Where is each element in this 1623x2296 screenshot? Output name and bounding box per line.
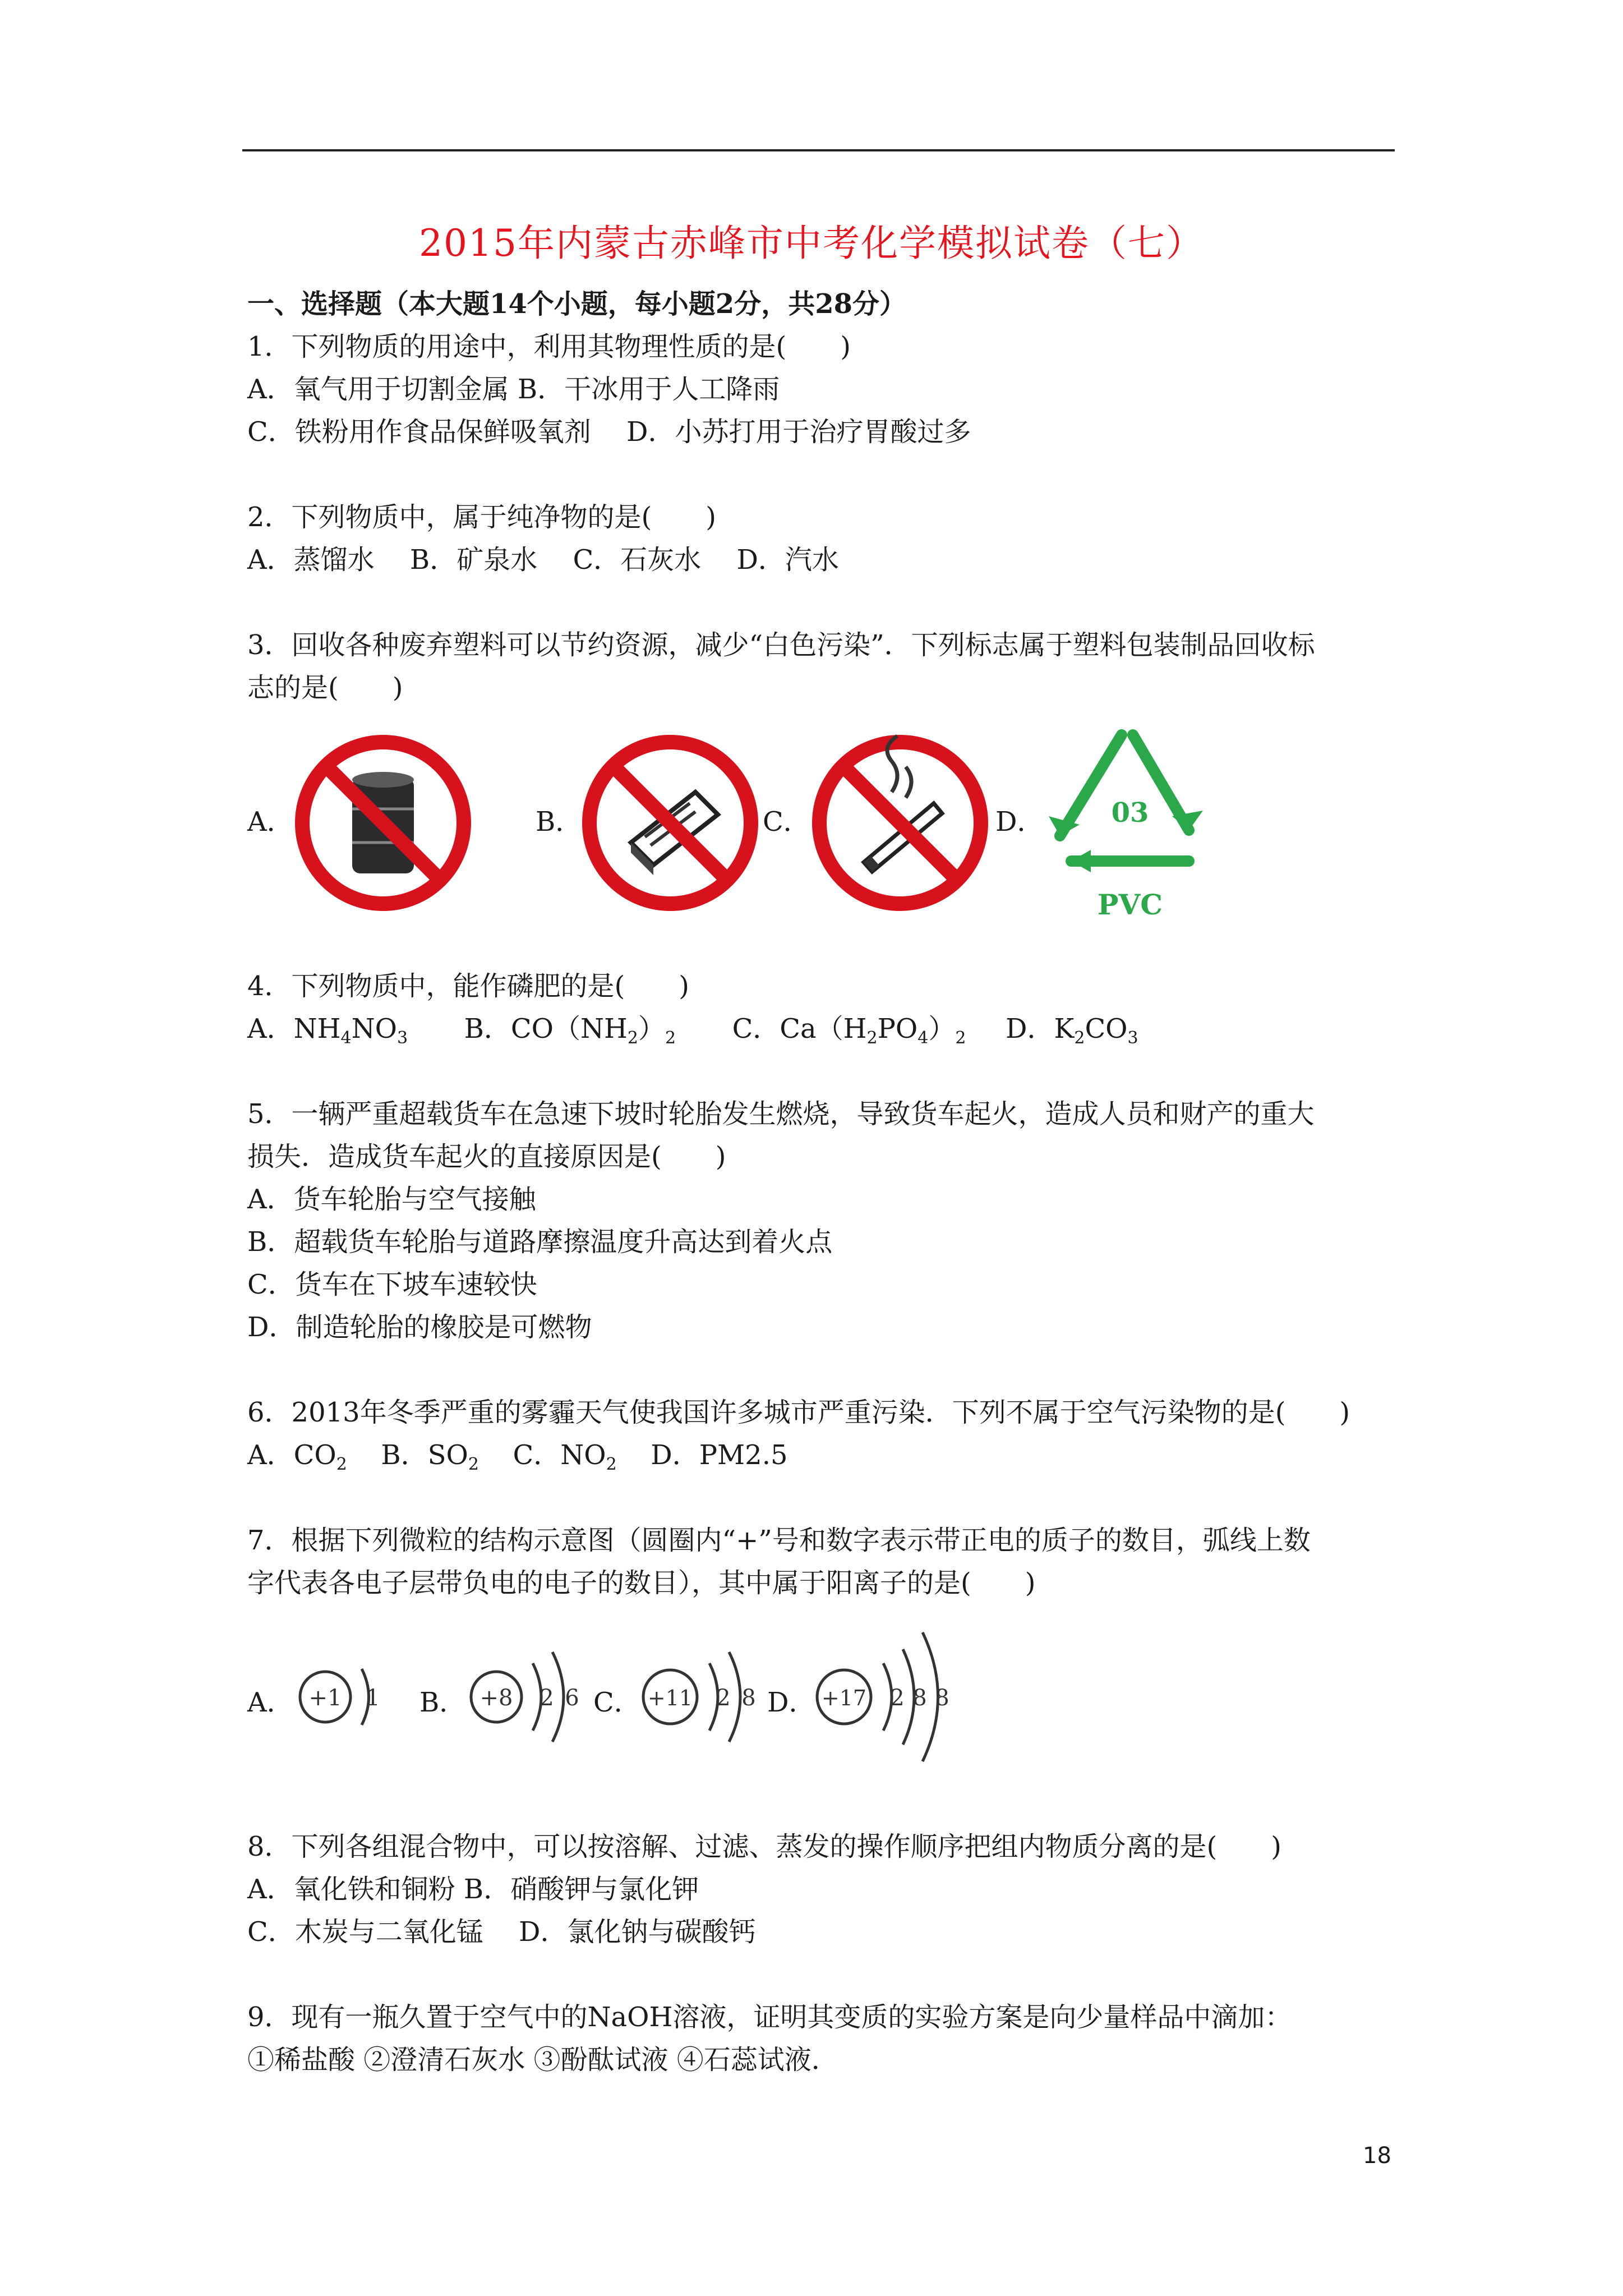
q9-options: ①稀盐酸 ②澄清石灰水 ③酚酞试液 ④石蕊试液． <box>247 2044 838 2076</box>
atom-diagram-c <box>634 1644 768 1750</box>
q6-option-a: A．$CO_2$ <box>247 1439 347 1474</box>
svg-text:+1: +1 <box>308 1685 342 1711</box>
q5-option-d: D．制造轮胎的橡胶是可燃物 <box>247 1312 592 1343</box>
svg-text:+8: +8 <box>479 1685 513 1711</box>
svg-text:6: 6 <box>565 1685 579 1711</box>
q6-option-c: C．$NO_2$ <box>513 1439 617 1474</box>
q9-stem: 9．现有一瓶久置于空气中的NaOH溶液，证明其变质的实验方案是向少量样品中滴加： <box>247 2001 1292 2033</box>
svg-text:+17: +17 <box>821 1686 867 1710</box>
svg-text:8: 8 <box>912 1685 927 1711</box>
q5-option-b: B．超载货车轮胎与道路摩擦温度升高达到着火点 <box>247 1226 833 1258</box>
no-smoking-icon <box>808 730 993 915</box>
q4-stem: 4．下列物质中，能作磷肥的是( ) <box>247 970 689 1002</box>
svg-text:2: 2 <box>716 1685 731 1711</box>
no-matches-icon <box>578 730 763 915</box>
recycle-pvc-icon <box>1038 718 1223 931</box>
q1-options-ab: A．氧气用于切割金属 B．干冰用于人工降雨 <box>247 374 780 405</box>
q6-option-b: B．$SO_2$ <box>381 1439 479 1474</box>
q5-stem-line1: 5．一辆严重超载货车在急速下坡时轮胎发生燃烧，导致货车起火，造成人员和财产的重大 <box>247 1098 1315 1130</box>
q3-stem-line1: 3．回收各种废弃塑料可以节约资源，减少“白色污染”．下列标志属于塑料包装制品回收标 <box>247 629 1315 661</box>
atom-diagram-a <box>292 1655 393 1739</box>
q7-label-b: B． <box>419 1687 467 1718</box>
svg-text:8: 8 <box>935 1685 949 1711</box>
recycle-material-label: PVC <box>1097 888 1163 921</box>
q8-options-ab: A．氧化铁和铜粉 B．硝酸钾与氯化钾 <box>247 1874 699 1905</box>
q4-option-d: D．$K_2CO_3$ <box>1005 1013 1138 1048</box>
q6-option-d: D．PM2.5 <box>651 1439 788 1471</box>
svg-text:+11: +11 <box>647 1686 693 1710</box>
section-heading: 一、选择题（本大题14个小题，每小题2分，共28分） <box>247 288 906 320</box>
q5-option-a: A．货车轮胎与空气接触 <box>247 1184 536 1215</box>
q1-stem: 1．下列物质的用途中，利用其物理性质的是( ) <box>247 331 851 362</box>
q8-stem: 8．下列各组混合物中，可以按溶解、过滤、蒸发的操作顺序把组内物质分离的是( ) <box>247 1831 1281 1862</box>
atom-diagram-b <box>460 1644 594 1750</box>
q4-option-c: C．$Ca(H_2PO_4)_2$ <box>732 1013 966 1048</box>
q3-stem-line2: 志的是( ) <box>247 672 403 703</box>
q3-label-d: D． <box>995 806 1044 838</box>
page-number: 18 <box>1363 2143 1391 2169</box>
q4-options <box>247 1012 1138 1055</box>
no-oil-drum-icon <box>291 730 476 915</box>
header-rule <box>242 149 1395 151</box>
q7-label-c: C． <box>593 1687 641 1718</box>
q3-label-c: C． <box>763 806 810 838</box>
q4-option-a: A．$NH_4NO_3$ <box>247 1013 408 1048</box>
q7-label-d: D． <box>767 1687 816 1718</box>
svg-text:2: 2 <box>540 1685 554 1711</box>
q7-stem-line2: 字代表各电子层带负电的电子的数目），其中属于阳离子的是( ) <box>247 1567 1036 1599</box>
q2-stem: 2．下列物质中，属于纯净物的是( ) <box>247 501 716 533</box>
q3-label-b: B． <box>536 806 583 838</box>
q7-stem-line1: 7．根据下列微粒的结构示意图（圆圈内“+”号和数字表示带正电的质子的数目，弧线上数 <box>247 1525 1311 1556</box>
recycle-code-label: 03 <box>1111 797 1149 829</box>
q8-options-cd: C．木炭与二氧化锰 D．氯化钠与碳酸钙 <box>247 1916 756 1948</box>
q3-label-a: A． <box>247 806 294 838</box>
q7-label-a: A． <box>247 1687 294 1718</box>
svg-text:1: 1 <box>366 1685 380 1711</box>
svg-text:8: 8 <box>741 1685 756 1711</box>
q4-option-b: B．$CO(NH_2)_2$ <box>464 1013 676 1048</box>
q1-options-cd: C．铁粉用作食品保鲜吸氧剂 D．小苏打用于治疗胃酸过多 <box>247 416 971 448</box>
q6-stem: 6．2013年冬季严重的雾霾天气使我国许多城市严重污染．下列不属于空气污染物的是( ) <box>247 1397 1350 1428</box>
svg-text:2: 2 <box>890 1685 905 1711</box>
q5-stem-line2: 损失．造成货车起火的直接原因是( ) <box>247 1141 726 1172</box>
q5-option-c: C．货车在下坡车速较快 <box>247 1269 537 1300</box>
q6-options <box>247 1438 788 1481</box>
page-title: 2015年内蒙古赤峰市中考化学模拟试卷（七） <box>419 222 1204 265</box>
atom-diagram-d <box>808 1624 976 1770</box>
q2-options: A．蒸馏水 B．矿泉水 C．石灰水 D．汽水 <box>247 544 839 576</box>
